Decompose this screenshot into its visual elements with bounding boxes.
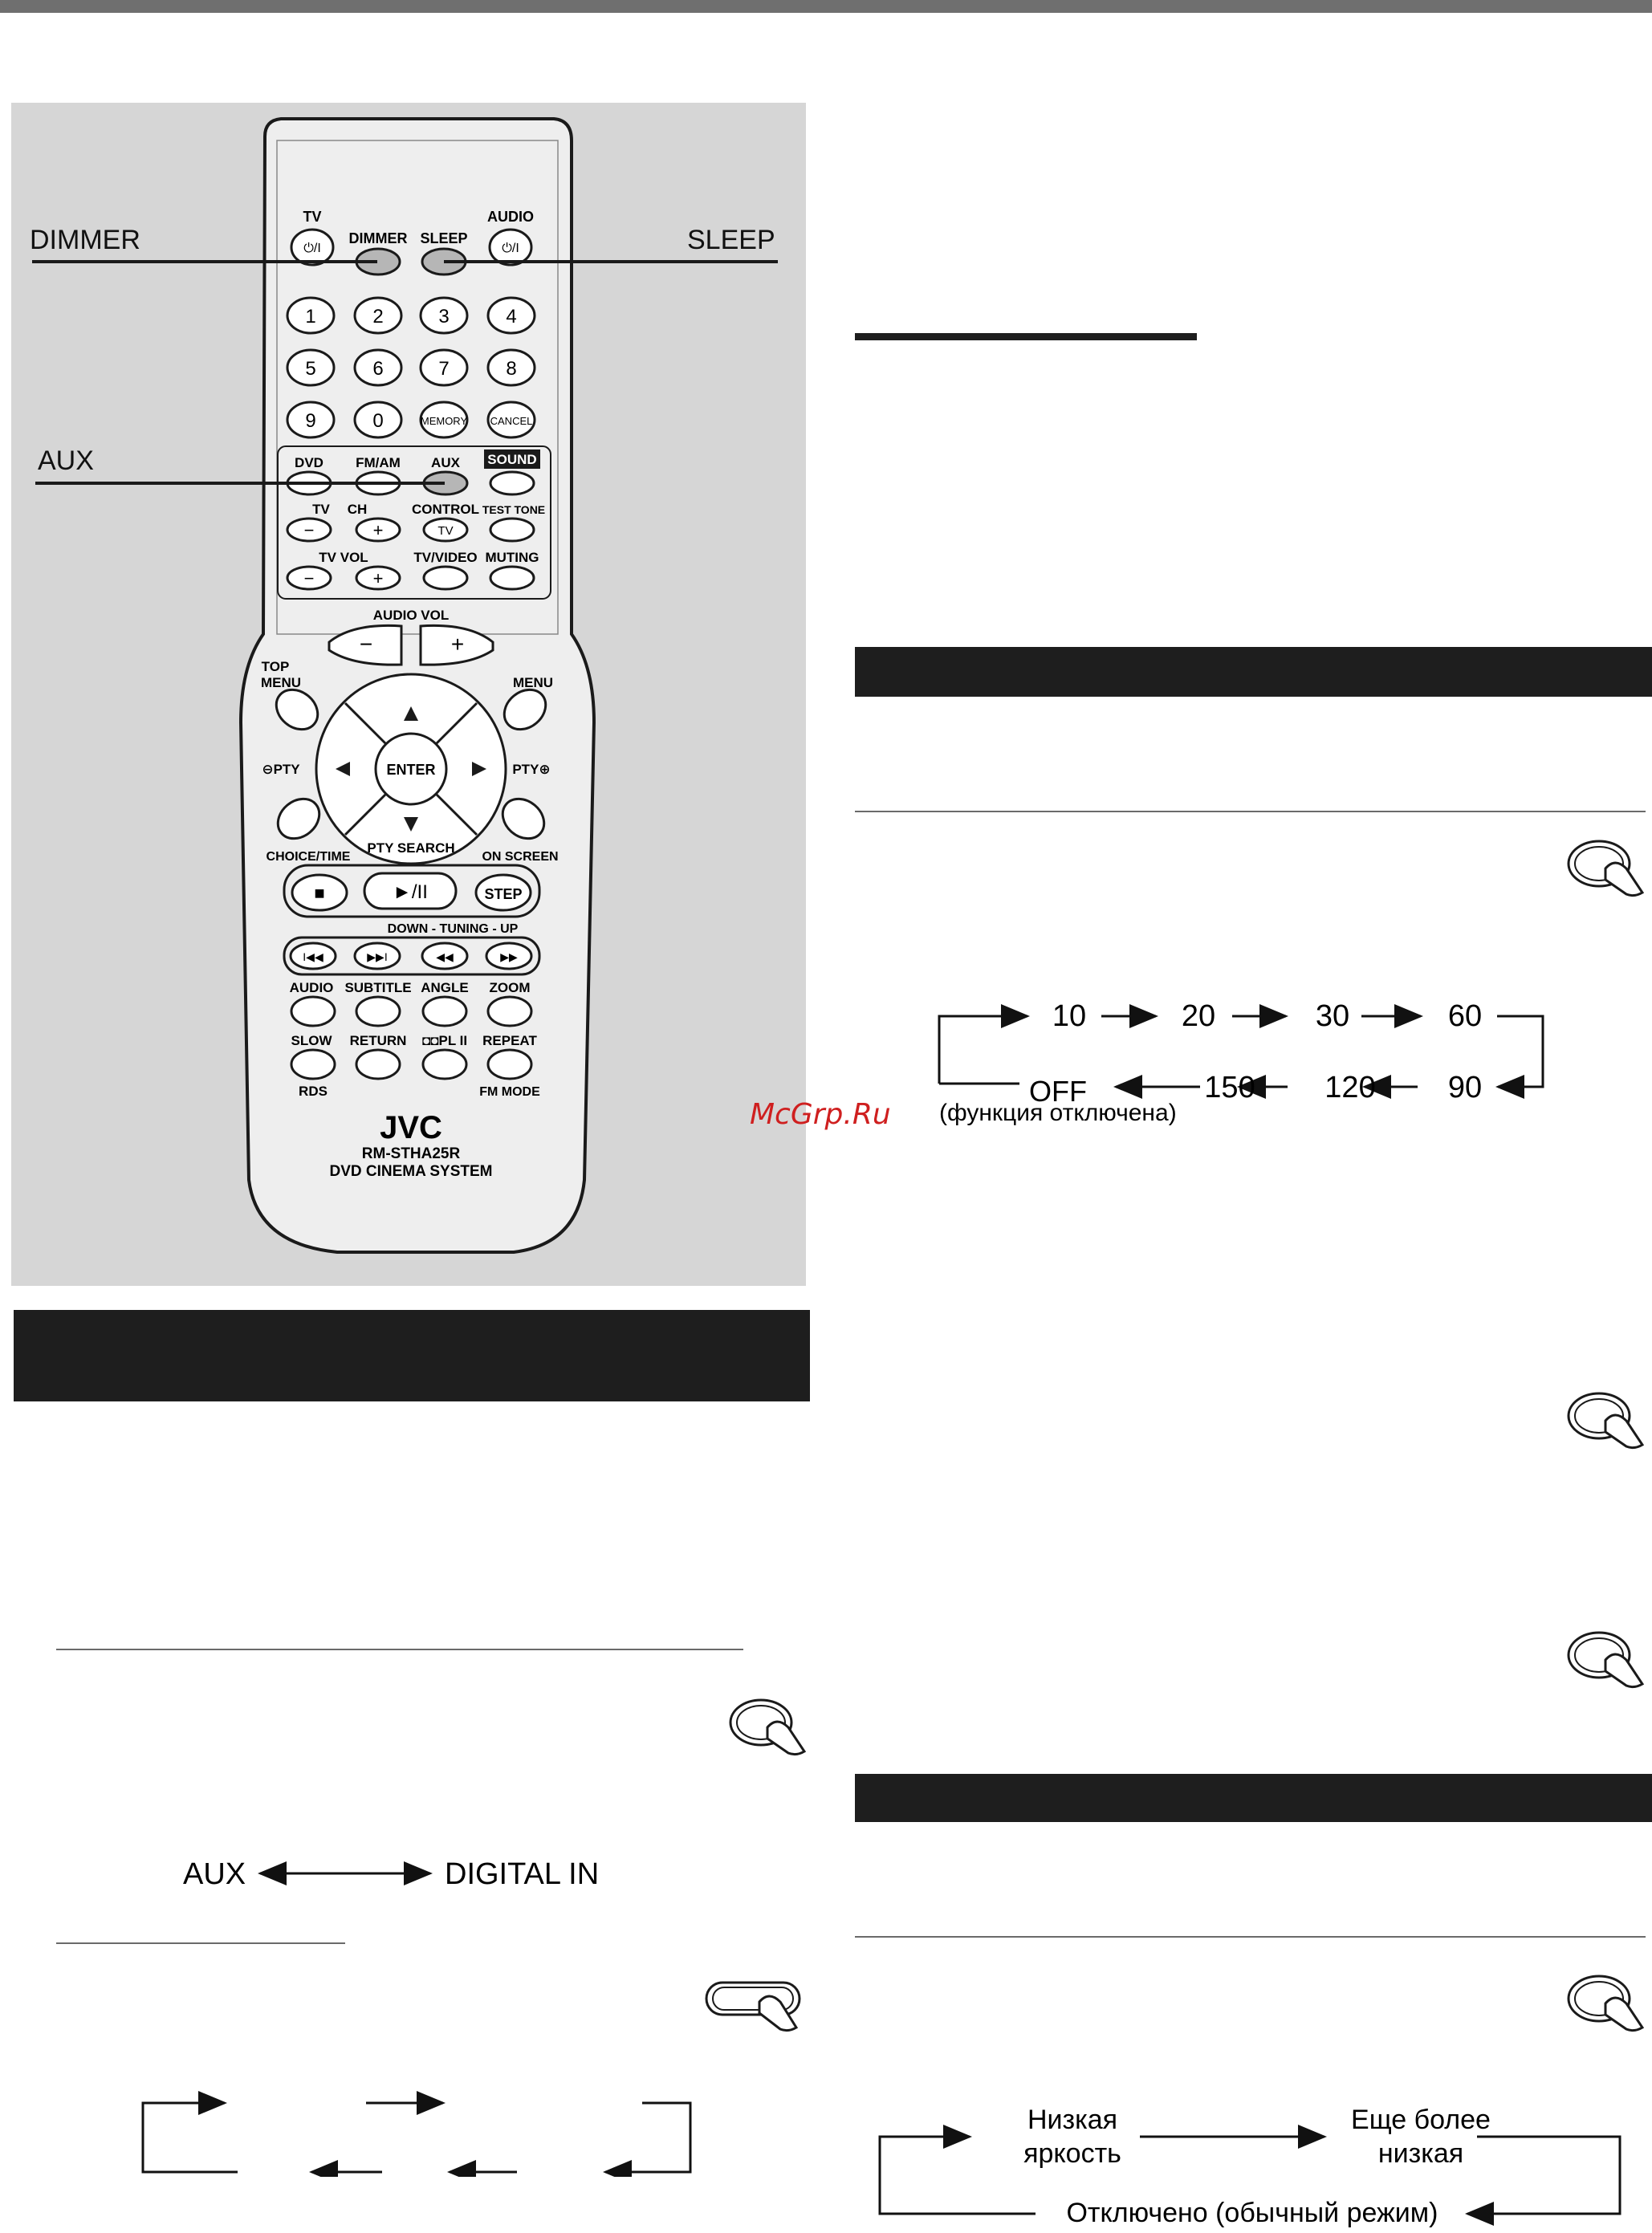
ch-plus-button[interactable] xyxy=(356,519,400,541)
rule xyxy=(56,1649,743,1650)
rule xyxy=(855,1936,1646,1938)
tv-video-button[interactable] xyxy=(424,567,467,589)
minus-label: − xyxy=(359,632,373,657)
sleep-step: 60 xyxy=(1447,999,1483,1033)
audio-btn-label: AUDIO xyxy=(289,980,334,995)
remote-illustration xyxy=(0,0,811,1284)
tv-power-symbol: ⏻/I xyxy=(303,242,321,255)
sleep-label: SLEEP xyxy=(420,230,468,246)
finger-press-icon xyxy=(1565,1385,1646,1466)
return-button[interactable] xyxy=(356,1050,400,1079)
finger-press-icon xyxy=(1565,1968,1646,2048)
dpad[interactable] xyxy=(316,674,506,864)
digit-button[interactable] xyxy=(355,402,401,437)
stop-button[interactable] xyxy=(292,875,347,910)
down-tuning-up-label: DOWN - TUNING - UP xyxy=(387,922,519,936)
finger-press-icon xyxy=(1565,1625,1646,1705)
section-heading-bar xyxy=(855,647,1652,697)
section-heading-bar xyxy=(855,1774,1652,1822)
short-heading-rule xyxy=(855,333,1197,340)
audio-vol-label: AUDIO VOL xyxy=(372,608,450,623)
dimmer-label: DIMMER xyxy=(348,230,408,246)
top-menu-label-2: MENU xyxy=(260,675,302,690)
sleep-off-note: (функция отключена) xyxy=(939,1100,1177,1126)
digit-label: 8 xyxy=(506,358,517,380)
step-label: STEP xyxy=(484,886,523,902)
rds-label: RDS xyxy=(299,1084,328,1099)
watermark: McGrp.Ru xyxy=(750,1098,891,1131)
digit-label: 9 xyxy=(305,410,316,432)
jvc-logo: JVC xyxy=(380,1110,442,1145)
angle-button[interactable] xyxy=(423,997,466,1026)
sleep-step: OFF xyxy=(1029,1075,1087,1108)
finger-press-icon xyxy=(1565,833,1646,913)
subtitle-label: SUBTITLE xyxy=(344,980,412,995)
memory-button[interactable] xyxy=(421,402,468,437)
aux-option: AUX xyxy=(183,1857,246,1891)
digit-label: 6 xyxy=(372,358,384,380)
plus-label: + xyxy=(450,632,465,657)
cancel-button[interactable] xyxy=(488,402,535,437)
play-pause-label: ►/II xyxy=(393,881,428,903)
dimmer-lower-line1: Еще более xyxy=(1351,2105,1491,2135)
fast-forward-button[interactable] xyxy=(486,943,531,969)
control-tv-button[interactable] xyxy=(424,519,467,541)
aux-toggle-diagram xyxy=(177,1846,626,1902)
on-screen-label: ON SCREEN xyxy=(482,850,559,864)
pty-search-label: PTY SEARCH xyxy=(367,840,455,856)
stop-label: ■ xyxy=(314,883,325,903)
tv-video-label: TV/VIDEO xyxy=(413,550,478,565)
fmam-label: FM/AM xyxy=(356,455,401,470)
step-button[interactable] xyxy=(476,875,531,910)
sound-button[interactable] xyxy=(490,472,534,494)
pl2-button[interactable] xyxy=(423,1050,466,1079)
digit-button[interactable] xyxy=(355,298,401,333)
muting-button[interactable] xyxy=(490,567,534,589)
digit-label: 5 xyxy=(305,358,316,380)
sound-label: SOUND xyxy=(487,452,537,467)
plus-label: + xyxy=(372,520,384,540)
audio-label: AUDIO xyxy=(487,209,534,225)
rule xyxy=(56,1942,345,1944)
muting-label: MUTING xyxy=(485,550,539,565)
pl2-label: ◘◘PL II xyxy=(421,1033,468,1048)
control-tv-label: TV xyxy=(437,524,454,538)
ch-label: CH xyxy=(347,502,368,517)
tv-vol-label: TV VOL xyxy=(319,550,368,565)
dimmer-lower-line2: низкая xyxy=(1377,2138,1464,2169)
digit-button[interactable] xyxy=(355,350,401,385)
subtitle-button[interactable] xyxy=(356,997,400,1026)
memory-label: MEMORY xyxy=(420,415,468,427)
enter-label: ENTER xyxy=(386,762,436,778)
tv-label: TV xyxy=(303,209,322,225)
pty-plus-label: PTY⊕ xyxy=(512,762,551,777)
audio-power-symbol: ⏻/I xyxy=(502,242,519,255)
unlabeled-cycle-diagram xyxy=(136,2089,698,2177)
callout-aux: AUX xyxy=(38,445,94,476)
sleep-step: 150 xyxy=(1204,1071,1255,1104)
digit-label: 4 xyxy=(506,306,517,327)
prev-button[interactable] xyxy=(291,943,336,969)
sleep-step: 30 xyxy=(1315,999,1350,1033)
model-label: RM-STHA25R xyxy=(361,1145,461,1162)
play-pause-button[interactable] xyxy=(364,873,456,909)
fm-mode-label: FM MODE xyxy=(479,1085,540,1099)
fast-forward-label: ▶▶ xyxy=(500,950,518,963)
digit-label: 2 xyxy=(372,306,384,327)
menu-label: MENU xyxy=(512,675,554,690)
choice-time-label: CHOICE/TIME xyxy=(266,850,351,864)
zoom-label: ZOOM xyxy=(489,980,531,995)
slow-button[interactable] xyxy=(291,1050,335,1079)
dimmer-low-line1: Низкая xyxy=(1027,2105,1118,2135)
digit-label: 0 xyxy=(372,410,384,432)
dvd-label: DVD xyxy=(295,455,323,470)
digit-button[interactable] xyxy=(287,350,334,385)
control-label: CONTROL xyxy=(411,502,480,517)
section-heading-bar xyxy=(14,1310,810,1401)
callout-dimmer-line xyxy=(32,260,377,263)
prev-label: I◀◀ xyxy=(303,950,323,963)
dimmer-off: Отключено (обычный режим) xyxy=(1066,2198,1438,2228)
digit-button[interactable] xyxy=(287,402,334,437)
digit-label: 1 xyxy=(305,306,316,327)
return-label: RETURN xyxy=(349,1033,407,1048)
pty-minus-label: ⊖PTY xyxy=(262,762,300,777)
top-menu-label-1: TOP xyxy=(261,659,290,674)
dimmer-cycle-diagram xyxy=(875,2095,1646,2231)
callout-sleep-line xyxy=(444,260,778,263)
angle-label: ANGLE xyxy=(421,980,469,995)
repeat-label: REPEAT xyxy=(482,1033,537,1048)
system-label: DVD CINEMA SYSTEM xyxy=(329,1163,493,1180)
sleep-step: 90 xyxy=(1447,1071,1483,1104)
callout-dimmer: DIMMER xyxy=(30,225,140,255)
sleep-cycle-diagram xyxy=(931,987,1557,1132)
digit-button[interactable] xyxy=(287,298,334,333)
tv-vol-minus-button[interactable] xyxy=(287,567,331,589)
digit-button[interactable] xyxy=(421,350,467,385)
digit-button[interactable] xyxy=(488,350,535,385)
aux-label: AUX xyxy=(431,455,460,470)
zoom-button[interactable] xyxy=(488,997,531,1026)
tv-ch-label: TV xyxy=(312,502,330,517)
sleep-step: 120 xyxy=(1324,1071,1376,1104)
digit-button[interactable] xyxy=(421,298,467,333)
minus-label: − xyxy=(303,568,315,588)
audio-button[interactable] xyxy=(291,997,335,1026)
cancel-label: CANCEL xyxy=(490,415,533,427)
rewind-label: ◀◀ xyxy=(436,950,454,963)
finger-press-icon xyxy=(727,1692,808,1772)
plus-label: + xyxy=(372,568,384,588)
test-tone-button[interactable] xyxy=(490,519,534,541)
test-tone-label: TEST TONE xyxy=(482,503,546,516)
digital-in-option: DIGITAL IN xyxy=(445,1857,600,1891)
tv-vol-plus-button[interactable] xyxy=(356,567,400,589)
sleep-step: 10 xyxy=(1052,999,1087,1033)
dimmer-low-line2: яркость xyxy=(1023,2138,1121,2169)
slow-label: SLOW xyxy=(291,1033,332,1048)
rule xyxy=(855,811,1646,812)
ch-minus-button[interactable] xyxy=(287,519,331,541)
callout-aux-line xyxy=(35,482,445,485)
digit-label: 3 xyxy=(438,306,450,327)
digit-button[interactable] xyxy=(488,298,535,333)
next-button[interactable] xyxy=(355,943,400,969)
next-label: ▶▶I xyxy=(367,950,388,963)
sleep-step: 20 xyxy=(1181,999,1216,1033)
minus-label: − xyxy=(303,520,315,540)
digit-label: 7 xyxy=(438,358,450,380)
callout-sleep: SLEEP xyxy=(687,225,775,255)
finger-press-wide-icon xyxy=(703,1978,808,2050)
repeat-button[interactable] xyxy=(488,1050,531,1079)
rewind-button[interactable] xyxy=(422,943,467,969)
